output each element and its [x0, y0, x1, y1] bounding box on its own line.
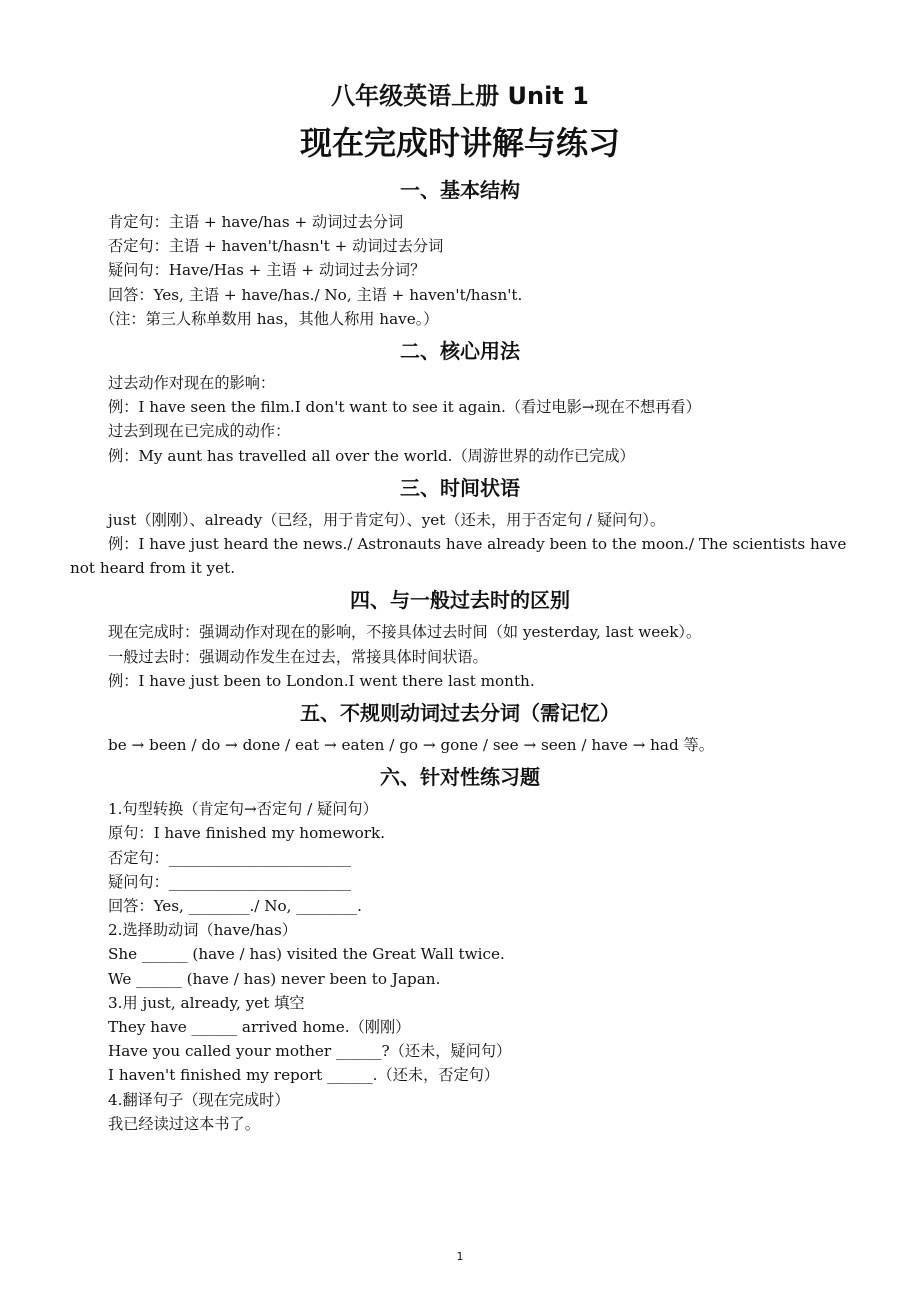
exercise-line: They have ______ arrived home.（刚刚） [108, 1018, 411, 1037]
section-heading: 二、核心用法 [400, 339, 520, 364]
section-heading: 四、与一般过去时的区别 [350, 588, 570, 613]
document-title-line1: 八年级英语上册 Unit 1 [331, 82, 589, 110]
section-heading: 六、针对性练习题 [380, 765, 540, 790]
section-comparison [70, 582, 850, 693]
text-line: 肯定句：主语 + have/has + 动词过去分词 [108, 213, 404, 231]
text-line: 否定句：主语 + haven't/hasn't + 动词过去分词 [108, 237, 444, 256]
exercise-line: 否定句：________________________ [108, 848, 351, 867]
section-exercises [70, 759, 850, 1136]
text-line: just（刚刚）、already（已经，用于肯定句）、yet（还未，用于否定句 / 疑问句）。 [108, 510, 666, 529]
text-paragraph: 例：I have just heard the news./ Astronauts have already been to the moon./ The scientists have not heard from it yet. [70, 535, 847, 578]
exercise-line: She ______ (have / has) visited the Great Wall twice. [108, 945, 505, 964]
exercise-line: 3.用 just, already, yet 填空 [108, 993, 305, 1012]
text-line: 例：I have seen the film.I don't want to see it again.（看过电影→现在不想再看） [108, 398, 701, 417]
page-number: 1 [456, 1250, 464, 1263]
text-line: 一般过去时：强调动作发生在过去，常接具体时间状语。 [108, 647, 488, 666]
section-heading: 三、时间状语 [400, 475, 520, 500]
exercise-line: 1.句型转换（肯定句→否定句 / 疑问句） [108, 800, 378, 819]
section-heading: 五、不规则动词过去分词（需记忆） [300, 701, 620, 726]
section-irregular-verbs [70, 695, 850, 757]
exercise-line: 疑问句：________________________ [108, 872, 351, 891]
text-line: 过去动作对现在的影响： [108, 374, 276, 393]
text-line: be → been / do → done / eat → eaten / go → gone / see → seen / have → had 等。 [108, 736, 714, 755]
section-heading: 一、基本结构 [400, 178, 520, 202]
exercise-line: 原句：I have finished my homework. [108, 824, 386, 843]
document-title-line2: 现在完成时讲解与练习 [299, 124, 620, 162]
exercise-line: Have you called your mother ______?（还未，疑问句） [108, 1042, 512, 1061]
text-line: （注：第三人称单数用 has，其他人称用 have。） [100, 309, 439, 328]
text-line: 回答：Yes, 主语 + have/has./ No, 主语 + haven't/hasn't. [108, 285, 523, 304]
section-time-adverbials [70, 470, 850, 581]
text-line: 疑问句：Have/Has + 主语 + 动词过去分词？ [108, 261, 426, 280]
exercise-line: We ______ (have / has) never been to Japan. [108, 969, 441, 988]
exercise-line: 回答：Yes, ________./ No, ________. [108, 897, 362, 916]
exercise-line: 我已经读过这本书了。 [108, 1114, 260, 1133]
text-line: 过去到现在已完成的动作： [108, 422, 291, 441]
text-line: 例：My aunt has travelled all over the world.（周游世界的动作已完成） [108, 446, 635, 465]
text-line: 例：I have just been to London.I went there last month. [108, 671, 535, 690]
exercise-line: I haven't finished my report ______.（还未，否定句） [108, 1066, 500, 1085]
exercise-line: 4.翻译句子（现在完成时） [108, 1090, 290, 1109]
section-core-usage [70, 333, 850, 468]
section-basic-structure [70, 172, 850, 331]
exercise-line: 2.选择助动词（have/has） [108, 921, 297, 940]
text-line: 现在完成时：强调动作对现在的影响，不接具体过去时间（如 yesterday, last week）。 [108, 623, 702, 642]
